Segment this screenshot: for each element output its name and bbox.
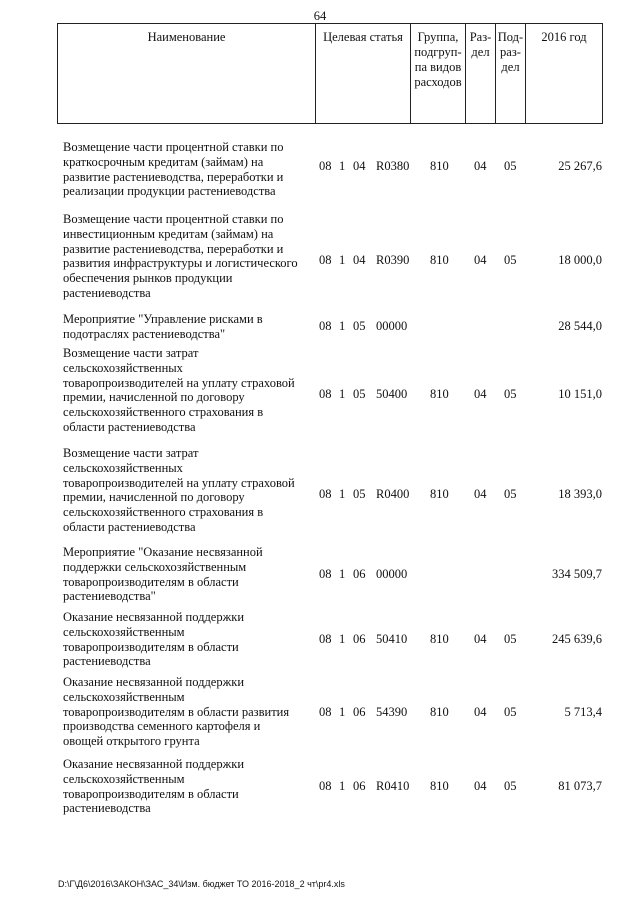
row-name: Мероприятие "Оказание несвязанной поддержки сельскохозяйственным товаропроизводителям в области растениеводства" — [63, 545, 263, 604]
row-amount-2016: 18 000,0 — [558, 253, 602, 267]
row-main-event-code: 06 — [353, 567, 366, 581]
page-number: 64 — [313, 9, 327, 23]
row-amount-2016: 5 713,4 — [564, 704, 602, 719]
row-subprogram-code: 1 — [339, 632, 346, 646]
row-subprogram-code: 1 — [339, 567, 346, 581]
row-subprogram-code: 1 — [339, 779, 346, 793]
row-name: Оказание несвязанной поддержки сельскохозяйственным товаропроизводителям в области растениеводства — [63, 757, 245, 816]
row-direction-code: R0410 — [376, 779, 410, 793]
row-main-event-code: 05 — [353, 319, 366, 333]
row-section: 04 — [474, 253, 487, 267]
row-amount-2016: 10 151,0 — [558, 387, 602, 401]
row-program-code: 08 — [319, 387, 332, 401]
row-subprogram-code: 1 — [339, 158, 346, 173]
row-program-code: 08 — [319, 704, 332, 719]
row-program-code: 08 — [319, 253, 332, 267]
file-path: D:\Г\Д6\2016\ЗАКОН\ЗАС_34\Изм. бюджет ТО 2016-2018_2 чт\pr4.xls — [58, 879, 345, 889]
row-subprogram-code: 1 — [339, 487, 346, 501]
row-name: Мероприятие "Управление рисками в подотраслях растениеводства" — [63, 312, 263, 341]
row-section: 04 — [474, 704, 487, 719]
row-subprogram-code: 1 — [339, 704, 346, 719]
header-expense-group: Группа, подгруп- па видов расходов — [411, 24, 466, 124]
row-amount-2016: 18 393,0 — [558, 487, 602, 501]
row-direction-code: 50410 — [376, 632, 408, 646]
row-expense-group: 810 — [430, 487, 449, 501]
row-subsection: 05 — [504, 632, 517, 646]
row-name: Возмещение части процентной ставки по инвестиционным кредитам (займам) на развитие растениеводства, переработки и развития инфраструктуры и логистического обеспечения рынков продукции растениеводства — [63, 212, 298, 300]
row-subsection: 05 — [504, 704, 517, 719]
row-expense-group: 810 — [430, 632, 449, 646]
header-name: Наименование — [58, 24, 316, 124]
row-expense-group: 810 — [430, 158, 449, 173]
row-section: 04 — [474, 158, 487, 173]
row-program-code: 08 — [319, 487, 332, 501]
header-target-article: Целевая статья — [316, 24, 411, 124]
row-section: 04 — [474, 487, 487, 501]
row-main-event-code: 06 — [353, 632, 366, 646]
row-direction-code: R0400 — [376, 487, 410, 501]
row-expense-group: 810 — [430, 779, 449, 793]
row-main-event-code: 04 — [353, 253, 366, 267]
row-program-code: 08 — [319, 319, 332, 333]
row-name: Возмещение части затрат сельскохозяйственных товаропроизводителей на уплату страховой премии, начисленной по договору сельскохозяйственного страхования в области растениеводства — [63, 346, 295, 434]
row-name: Оказание несвязанной поддержки сельскохозяйственным товаропроизводителям в области растениеводства — [63, 610, 245, 669]
row-program-code: 08 — [319, 779, 332, 793]
row-name: Возмещение части затрат сельскохозяйственных товаропроизводителей на уплату страховой премии, начисленной по договору сельскохозяйственного страхования в области растениеводства — [63, 446, 295, 534]
row-main-event-code: 06 — [353, 779, 366, 793]
row-amount-2016: 334 509,7 — [552, 567, 602, 581]
row-subsection: 05 — [504, 779, 517, 793]
row-amount-2016: 25 267,6 — [558, 158, 602, 173]
row-subsection: 05 — [504, 387, 517, 401]
row-main-event-code: 05 — [353, 387, 366, 401]
row-subprogram-code: 1 — [339, 387, 346, 401]
row-main-event-code: 05 — [353, 487, 366, 501]
row-direction-code: R0380 — [376, 158, 410, 173]
row-program-code: 08 — [319, 567, 332, 581]
header-year: 2016 год — [526, 24, 603, 124]
row-section: 04 — [474, 632, 487, 646]
row-expense-group: 810 — [430, 704, 449, 719]
row-subsection: 05 — [504, 253, 517, 267]
row-name: Возмещение части процентной ставки по краткосрочным кредитам (займам) на развитие растениеводства, переработки и реализации продукции растениеводства — [63, 140, 284, 199]
row-direction-code: 00000 — [376, 567, 408, 581]
row-direction-code: 54390 — [376, 704, 408, 719]
row-subsection: 05 — [504, 158, 517, 173]
row-subprogram-code: 1 — [339, 319, 346, 333]
row-direction-code: 50400 — [376, 387, 408, 401]
row-subprogram-code: 1 — [339, 253, 346, 267]
header-subsection: Под- раз- дел — [496, 24, 526, 124]
row-direction-code: R0390 — [376, 253, 410, 267]
row-amount-2016: 81 073,7 — [558, 779, 602, 793]
row-main-event-code: 06 — [353, 704, 366, 719]
row-amount-2016: 28 544,0 — [558, 319, 602, 333]
row-expense-group: 810 — [430, 253, 449, 267]
row-amount-2016: 245 639,6 — [552, 632, 602, 646]
row-section: 04 — [474, 779, 487, 793]
row-direction-code: 00000 — [376, 319, 408, 333]
row-name: Оказание несвязанной поддержки сельскохозяйственным товаропроизводителям в области развития производства семенного картофеля и овощей открытого грунта — [63, 675, 290, 749]
row-section: 04 — [474, 387, 487, 401]
table-header — [57, 23, 603, 124]
row-program-code: 08 — [319, 158, 332, 173]
row-subsection: 05 — [504, 487, 517, 501]
row-program-code: 08 — [319, 632, 332, 646]
header-section: Раз- дел — [466, 24, 496, 124]
row-main-event-code: 04 — [353, 158, 366, 173]
row-expense-group: 810 — [430, 387, 449, 401]
